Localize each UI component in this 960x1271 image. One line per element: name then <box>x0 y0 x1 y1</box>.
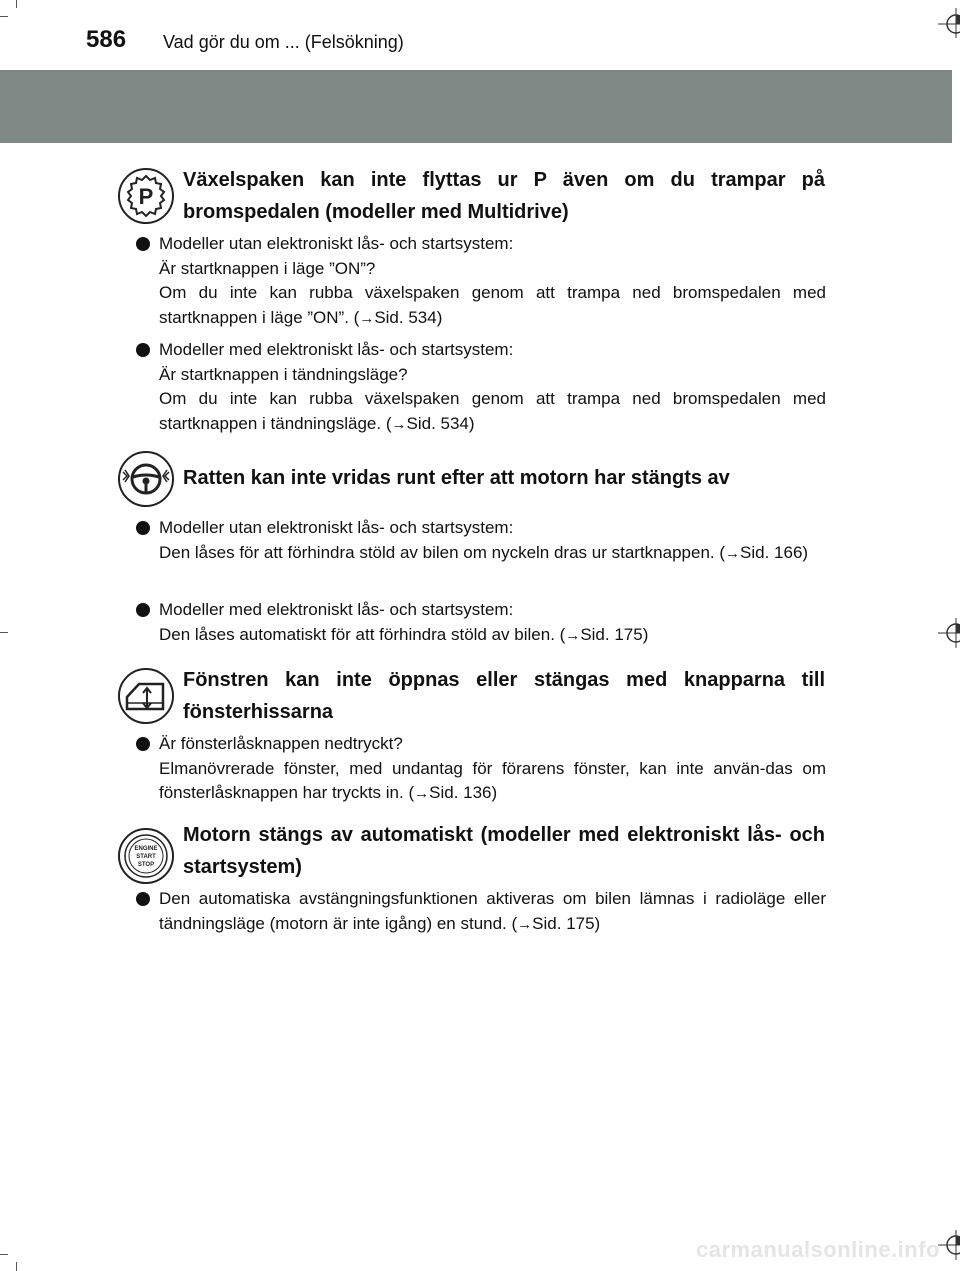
list-item <box>136 232 826 331</box>
watermark: carmanualsonline.info <box>696 1237 940 1262</box>
page-reference-link[interactable]: Sid. 166) <box>740 542 809 562</box>
page-reference-link[interactable]: Sid. 136) <box>429 783 498 802</box>
arrow-icon: → <box>359 309 375 327</box>
item-paragraph: Om du inte kan rubba växelspaken genom att trampa ned bromspedalen med startknappen i tändningsläge. ( <box>159 389 826 433</box>
crop-mark <box>16 0 17 8</box>
list-item <box>136 516 826 566</box>
arrow-icon: → <box>391 415 407 433</box>
page-header-title: Vad gör du om ... (Felsökning) <box>163 32 404 52</box>
section-title: Fönstren kan inte öppnas eller stängas med knapparna till fönsterhissarna <box>183 669 825 723</box>
section-title: Motorn stängs av automatiskt (modeller med elektroniskt lås- och startsystem) <box>183 824 825 878</box>
list-item <box>136 732 826 807</box>
bullet <box>136 343 150 357</box>
engine-label: ENGINE <box>134 846 158 852</box>
item-line: Modeller med elektroniskt lås- och startsystem: <box>159 600 514 619</box>
registration-mark-icon <box>938 8 960 38</box>
shift-p-icon <box>117 167 175 225</box>
list-item <box>136 598 826 648</box>
item-line: Är startknappen i tändningsläge? <box>159 364 408 384</box>
header-band <box>0 70 952 143</box>
svg-text:P: P <box>138 184 154 209</box>
page-reference-link[interactable]: Sid. 175) <box>580 624 649 644</box>
list-item <box>136 887 826 937</box>
bullet <box>136 737 150 751</box>
item-paragraph: Elmanövrerade fönster, med undantag för förarens fönster, kan inte använ-das om fönsterlåsknappen har tryckts in. ( <box>159 758 826 802</box>
bullet <box>136 521 150 535</box>
section-title: Växelspaken kan inte flyttas ur P även om du trampar på bromspedalen (modeller med Multidrive) <box>183 169 825 223</box>
registration-mark-icon <box>938 618 960 648</box>
item-paragraph: Den låses för att förhindra stöld av bilen om nyckeln dras ur startknappen. ( <box>159 542 726 562</box>
item-line: Är startknappen i läge ”ON”? <box>159 258 376 278</box>
item-line: Är fönsterlåsknappen nedtryckt? <box>159 734 403 753</box>
item-paragraph: Den låses automatiskt för att förhindra stöld av bilen. ( <box>159 624 566 644</box>
page-reference-link[interactable]: Sid. 534) <box>374 307 443 327</box>
item-paragraph: Den automatiska avstängningsfunktionen aktiveras om bilen lämnas i radioläge eller tändningsläge (motorn är inte igång) en stund. ( <box>159 889 826 933</box>
arrow-icon: → <box>725 544 741 562</box>
crop-mark <box>0 632 8 633</box>
item-line: Modeller utan elektroniskt lås- och startsystem: <box>159 234 514 253</box>
bullet <box>136 603 150 617</box>
arrow-icon: → <box>565 626 581 644</box>
arrow-icon: → <box>414 785 430 802</box>
section-title: Ratten kan inte vridas runt efter att motorn har stängts av <box>183 467 730 489</box>
page-number: 586 <box>86 26 127 53</box>
arrow-icon: → <box>517 915 533 933</box>
registration-mark-icon <box>938 1230 960 1260</box>
page-reference-link[interactable]: Sid. 534) <box>406 413 475 433</box>
stop-label: STOP <box>137 862 155 868</box>
power-window-icon <box>117 667 175 725</box>
crop-mark <box>16 1262 17 1271</box>
crop-mark <box>0 16 8 17</box>
bullet <box>136 892 150 906</box>
item-line: Modeller med elektroniskt lås- och startsystem: <box>159 340 514 359</box>
steering-lock-icon <box>117 450 175 508</box>
item-line: Modeller utan elektroniskt lås- och startsystem: <box>159 518 514 537</box>
start-label: START <box>136 854 156 860</box>
engine-start-stop-icon <box>117 827 175 885</box>
bullet <box>136 237 150 251</box>
item-paragraph: Om du inte kan rubba växelspaken genom att trampa ned bromspedalen med startknappen i läge ”ON”. ( <box>159 283 826 327</box>
crop-mark <box>0 1254 8 1255</box>
list-item <box>136 338 826 437</box>
page-reference-link[interactable]: Sid. 175) <box>532 913 601 933</box>
